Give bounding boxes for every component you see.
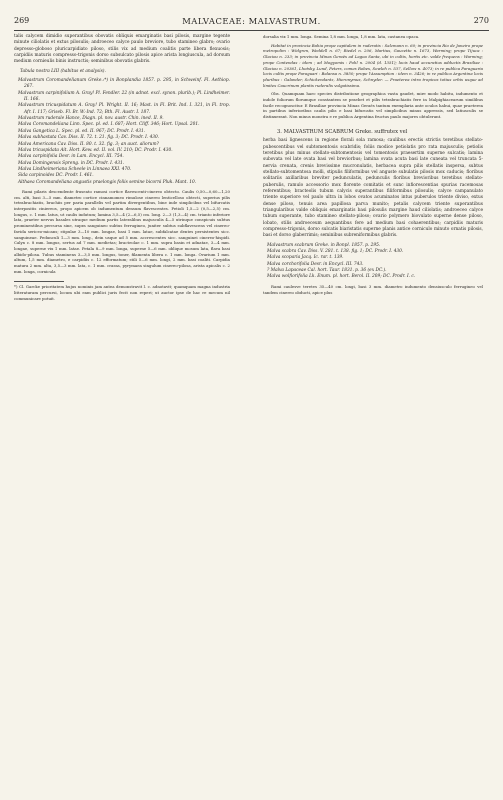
synonym-entry: Malva tricuspidata Ait. Hort. Kew. ed. II. vol. IV. 210; DC. Prodr. I. 430. (18, 147, 173, 153)
description-continued: talis calycem dimidio superantibus obovatis obliquis emarginatis basi pilosis, margine tegente minute ciliolatis et extus pilosulis; androeceo calyce paulo breviore, tubo stamineo glabro; ovario depresso-globoso pluricarpidiato piloso, stilis vix ad medium coalitis parte libera flexuosis; carpidiis maturis compresso-trigonis dorso subsulcato pilosis apice arista longiuscula, ad dorsum medium cornieulis binis instructis; seminibus obovatis glabris. (14, 34, 230, 65)
synonym-entry: Malva corchorifolia Desr. in Encycl. III. 743. (267, 261, 364, 267)
description-end: dorsalia vix 1 mm. longa. Semina 1,8 mm. longa, 1,8 mm. lata, castanea opaca. (263, 34, 420, 39)
synonym-entry: Malvastrum tricuspidatum A. Gray! Pl. Wright. II. 16; Mast. in Fl. Brit. Ind. I. 321, in Fl. trop. Afr. I. 117; Griseb. Fl. Br. W.-Ind. 72; Bth. Fl. Austr. I. 187. (18, 103, 230, 115)
page-number-right: 270 (473, 16, 489, 25)
synonym-entry: ? Malva Lapaceae Cal. hort. Taur. 1831. p. 36 (ex DC.). (267, 268, 387, 274)
table-reference: Tabula nostra LIII (habitus et analysis). (20, 68, 106, 74)
footnote: *) Cl. Garcke prioritatem hujus nominis jam antea demonstravit l. c. adnotavit; quamquam magna industria litteraturam percursi, locum ubi eam publici juris fecit non reperi; ut auctor ipse de hac re mecum nil communicare potuit. (14, 284, 230, 301)
synonym-entry: Malva Lindheimeriana Scheele in Linnaea XXI. 470. (18, 166, 132, 172)
synonym-entry: Sida carpinoides DC. Prodr. I. 461. (18, 173, 94, 179)
page-number-left: 269 (14, 16, 30, 25)
synonym-entry: Malva Americana Cav. Diss. II. 80. t. 32. fig. 3; an auct. aliorum? (18, 141, 159, 147)
species-description: herba basi lignescens in regione florali sola ramosa; caulibus erectis strictis teretibus stellato-pubescentibus vel subtomentosis scabridis; foliis modice petiolatis pro rata majusculis; petiolis teretibus plus minus stellato-subtomentosis vel tomentosis praesertim superne sulcatis; lamina subovata vel late ovata basi vel breviorbus; lamina ovata acuta basi late cuneata vel truncata 5-nervia crenata, crenis brevissime mucronulatis, herbacea supra pilis stellatis inspersa, subtus stellato-subtomentosa molli, stipulis filiformibus vel anguste subulatis pilosis mox caducis; floribus solitariis axillaribus breviter pedunculatis, pedunculis floribus brevioribus teretibus stellato-puberulis, ramulo accessorio mox florente comitatis et sunc infiorescentias spurias racemosas referentibus; bracteolis tubum calycis superantibus filiformibus pilosulis; calyce campanulato triente superiore vel paulo ultra in lobos ovatos acuminatos intus puberulos triente diviso, extus dense piloso, tenuis area papillosa parva munito; petalis calycem triente superantibus triangularibus valde obliquis emarginatis basi pilosulis margine haud ciliolatis; androeceo calyce tubum superante, tubo stamineo stellato-piloso; ovario polymero biovulato superne dense piloso, lobato, stilis androeceum aequantibus fere ad medium basi cohaerentibus; carpidiis maturis compresso-trigonis, dorso sulcatis biaristatis superne planis antice corniculo minuto ornatis pilosis, basi et dorso glaberrimis; seminibus subreniformibus glabris. (263, 138, 483, 239)
stem-description: Rami caulesve teretes 35—40 cm. longi, basi 3 mm. diametro indumento densiusculo ferrugineo vel tandem cinereo obducti, apice plus (263, 283, 483, 295)
synonym-entry: Malva scoparia Jacq. Ic. rar. t. 139. (267, 255, 344, 261)
right-column (263, 34, 483, 295)
synonym-entry: Malvastrum ruderale Hance, Diagn. pl. nov. austr. Chin. ined. II. 9. (18, 116, 164, 122)
synonym-entry: Malva Gangetica L. Spec. pl. ed. II. 967; DC. Prodr. I. 431. (18, 128, 146, 134)
synonym-entry: Malva wolfiorifolia Lk. Enum. pl. hort. Berol. II. 209; DC. Prodr. I. c. (267, 274, 416, 280)
left-column (14, 34, 230, 302)
running-title: MALVACEAE: MALVASTRUM. (182, 16, 321, 26)
synonym-entry: Malva scabra Cav. Diss. V. 281. t. 138. fig. 1; DC. Prodr. I. 430. (267, 249, 404, 255)
species-heading: 3. MALVASTRUM SCABRUM Greke. suffrutex vel (277, 128, 408, 135)
synonym-entry: Malvastrum Coromandelianum Greke.:*) in Bonplandia 1857. p. 295, in Schweinf. Fl. Aethiop. 267. (18, 78, 230, 90)
header-rule (14, 30, 489, 31)
morphology-description: Rami pilaris descendente fruseato ramosi cortice flavescenti-cinereo obtecto. Caulis 0,50—0,60—1,20 cm. alti, basi 3—5 mm. diametro cortice cinnamomeo rimulose cinereo lenticelloso obtecti, superius pilis tetrabrachiatis, brachiis per paria parallelis vel partim divergentibus, bine inde simplicibus vel bifurcatis interpositis ciniereos, propo apicem ob indumentum densum flavescentes. Petioli 1,5—2 (0,5—2,5) cm. longus, c. 1 mm. latus, ut caulis indutum; lamina 3,5—4 (2—6,5) cm. long. 2—3 (1,3—4) cm. trianto inferiore lata, praeter nervus basales utraque medium partis lateralibus majusculis 4—5 utrinque conspicuis subtus prominentibus percursa sine, supra sanguineo subtus ferrugineo, juniter subtus subflavescens vel cinereo-favida sericeo-micans; stipulae 3—10 mm. longae, basi 1 mm. latae, subfalcatae dentes persistentes sicc. sanguineae. Pedunculi 1—3 mm. long., dein usque ad 5 mm. accrescentes sicc. sanguinei cinereo-hispidi. Calyx c. 8 mm. longus, sertus ad 7 mm. medietas; bracteolae c. 1 mm. supra basin et adnatae, 3—4 mm. longae, superne vix 1 mm. latae. Petala 8—9 mm. longa, superne 5—6 mm. oblique mosum lata, flava basi albido-pilosa. Tubus staminens 3—3,5 mm. longus, toner, filamenta libera c. 1 mm. longa. Ovarium 1 mm. altum, 1,5 mm. diametro, e carpidiis c. 12 efformatum; stili 5—6 mm. longi, 2 mm. basi coaliti. Carpidia matura 2 mm. alta, 3,5—3 mm. lata, c. 1 mm. crassa, pyrymaea singulum cinereo-pilosa, arista apicalis c. 2 mm. longa, cornicula (14, 188, 230, 274)
synonym-entry: Malvastrum carpinifolium A. Gray! Pl. Fendler. 22 (in adnot. excl. synon. plurib.); Pl. Lindheimer. II. 166. (18, 90, 230, 103)
habitat-paragraph: Habitat in provincia Bahia prope capitalem in ruderatis : Salzmann n. 60; in provincia Rio de Janeiro prope metropolim : Widgren, Weddell n. 67; Riedel n. 206, Martius, Gaucetto n. 1673, Warming; prope Tijuca : Glaziou n. 233; in provincia Minas Geraës ad Lagoa Santa, ubi in cultis, hortis etc. valde frequens : Warming; prope Contendas : idem ; ad Mogyomis : Pohl n. 2004 (d. 1351); locis haud accuratius adductis Brasiliae : Glaziou n. 20361, Lhotsky, Lund, Peters, comes Robes, Sowleh n. 537, Sellow n. 4073; in re publica Paraguaria locis cultis prope Paraguari : Balansa n. 3850; prope l'Assumption : idem n. 3426; in re publica Argentina locis pluribus : Galander, Schickendantz, Hieronymus, Schnyder. — Praeterea intra tropicos totius orbis usque ad limites Caucrinum plantis ruderalis vulgatissima. (263, 42, 483, 88)
footnote-rule (14, 281, 64, 282)
synonym-entry: Malva subhastata Cav. Diss. II. 72. t. 21. fig. 3; DC. Prodr. I. 430. (18, 135, 160, 141)
synonym-entry: Malva Coromandeliana Linn. Spec. pl. ed. I. 687; Hort. Cliff. 346; Hort. Upsal. 201. (18, 122, 200, 128)
observation-paragraph: Obs. Quamquam haec species distributione geographica vasta gaudet, mire modo habitu, indumento et indole foliorum florumque constantem se praebet et pilis tetrabrachiatis fere in Malpighiacearum similibus facile recognoscitur. E Brasiliae provincia Minas Geraës tantum exemplaria ante oculos habui, quae praeterea in partibus inferioribus caulis pilis e basi bifurcatis vel simplicibus minus appressis, sed latiusculis se distinxerant. Non minus monstra e re publica Argentina fructus paulo majores obtulerunt. (263, 91, 483, 120)
synonym-entry: Malvastrum scabrum Greke. in Bonpl. 1857. p. 295. (267, 242, 381, 248)
running-header (14, 14, 489, 28)
synonym-entry: Malva Domingensis Spreng. in DC. Prodr. I. 431. (18, 160, 125, 166)
synonym-entry: Malva carpinifolia Desr. in Lam. Encycl. III. 754. (18, 154, 124, 160)
synonym-entry: Althaea Coromandeliana angustis praelongis foliis semine bicorni Pluk. Mant. 10. (18, 179, 197, 185)
